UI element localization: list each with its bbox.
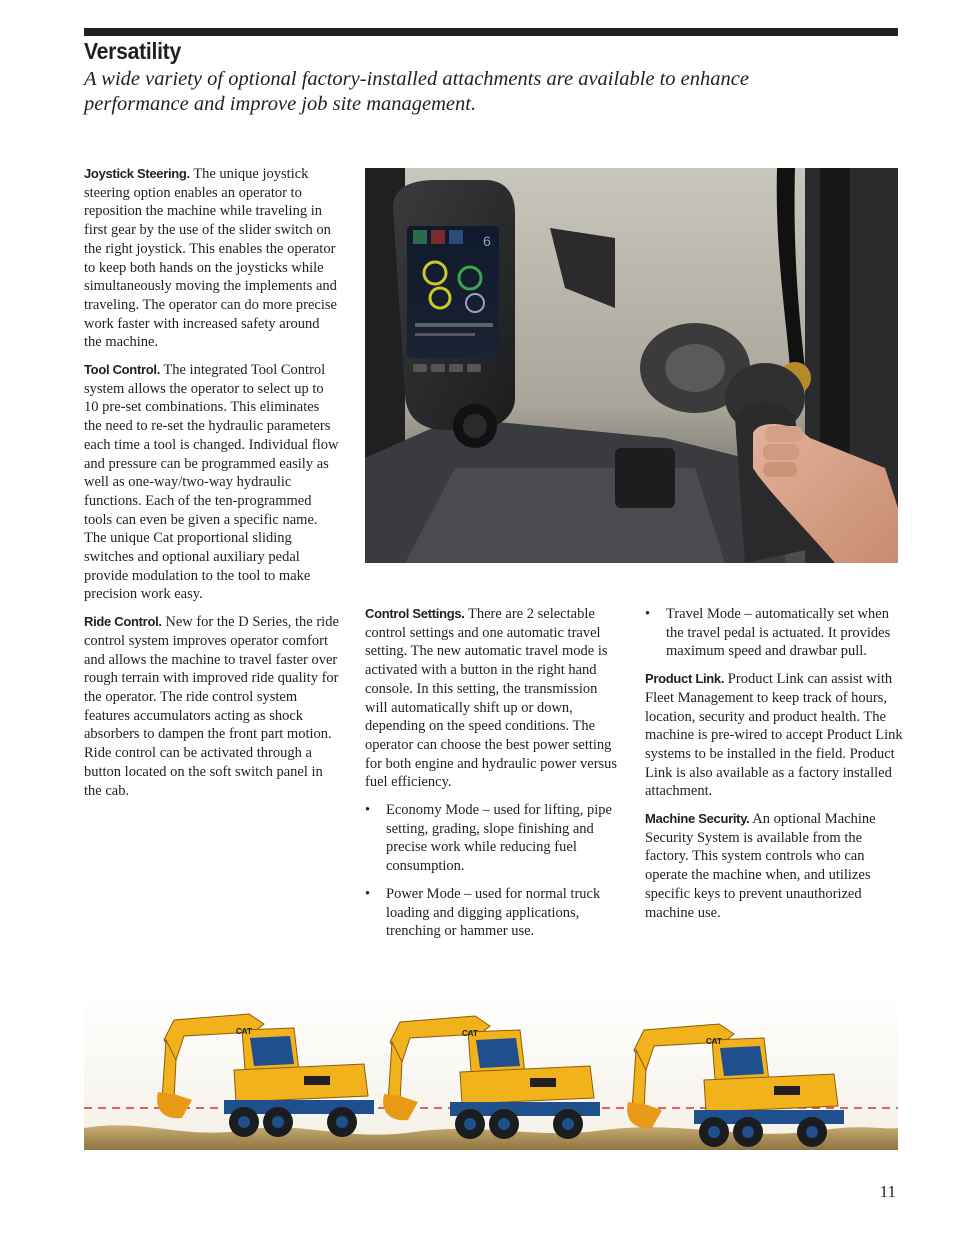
tool-control-heading: Tool Control.	[84, 362, 161, 378]
column-middle	[365, 605, 623, 950]
control-settings-paragraph	[365, 605, 623, 792]
product-link-text: Product Link can assist with Fleet Management to keep track of hours, location, security and product health. The machine is pre-wired to accept Product Link systems to be installed in the field. Product Link is also available as a factory installed attachment.	[645, 671, 903, 800]
page-subtitle: A wide variety of optional factory-installed attachments are available to enhance performance and improve job site management.	[84, 68, 749, 115]
monitor-readout: 6	[483, 233, 491, 249]
cat-logo-3: CAT	[706, 1037, 722, 1046]
tool-control-paragraph	[84, 361, 340, 604]
page-title: Versatility	[84, 38, 181, 64]
ride-control-illustration	[84, 990, 898, 1150]
bullet-icon: •	[365, 885, 371, 902]
ride-control-heading: Ride Control.	[84, 614, 162, 630]
column-left	[84, 165, 340, 809]
bullet-icon: •	[365, 802, 371, 819]
bullet-icon: •	[645, 606, 651, 622]
ride-control-paragraph	[84, 613, 340, 800]
cat-logo-2: CAT	[462, 1029, 478, 1038]
ride-control-text: New for the D Series, the ride control system improves operator comfort and allows the machine to travel faster over rough terrain with improved ride quality for the operator. The ride control system features accumulators acting as shock absorbers to dampen the front part motion. Ride control can be activated through a button located on the soft switch panel in the cab.	[84, 614, 339, 799]
machine-security-paragraph	[645, 810, 903, 922]
machine-security-text: An optional Machine Security System is available from the factory. This system controls who can operate the machine when, and utilizes specific keys to prevent unauthorized machine use.	[645, 811, 876, 921]
control-settings-text: There are 2 selectable control settings and one automatic travel setting. The new automatic travel mode is activated with a button in the right hand console. In this setting, the transmission will automatically shift up or down, depending on the speed conditions. The operator can choose the best power setting for both engine and hydraulic power versus fuel efficiency.	[365, 606, 618, 791]
product-link-paragraph	[645, 670, 903, 801]
cat-logo-1: CAT	[236, 1027, 252, 1036]
machine-security-heading: Machine Security.	[645, 811, 750, 827]
joystick-steering-text: The unique joystick steering option enables an operator to reposition the machine while traveling in first gear by the use of the slider switch on the right joystick. This enables the operator to keep both hands on the joysticks while simultaneously moving the implements and traveling. The operator can do more precise work faster with increased safety around the machine.	[84, 166, 337, 351]
power-mode-text: Power Mode – used for normal truck loading and digging applications, trenching or hammer use.	[386, 885, 601, 940]
product-link-heading: Product Link.	[645, 671, 725, 687]
column-right	[645, 605, 903, 931]
list-item	[365, 801, 623, 876]
travel-mode-list	[645, 605, 903, 661]
list-item	[365, 885, 623, 941]
joystick-steering-heading: Joystick Steering.	[84, 166, 190, 181]
mode-list	[365, 801, 623, 941]
economy-mode-text: Economy Mode – used for lifting, pipe setting, grading, slope finishing and precise work while reducing fuel consumption.	[386, 802, 612, 875]
header-rule	[84, 28, 898, 36]
page-number: 11	[879, 1182, 896, 1201]
travel-mode-text: Travel Mode – automatically set when the travel pedal is actuated. It provides maximum speed and drawbar pull.	[666, 606, 891, 660]
tool-control-text: The integrated Tool Control system allows the operator to select up to 10 pre-set combinations. This eliminates the need to re-set the hydraulic parameters each time a tool is changed. Individual flow and pressure can be programmed easily as well as one-way/two-way hydraulic functions. Each of the ten-programmed tools can even be given a specific name. The unique Cat proportional sliding switches and optional auxiliary pedal provide modulation to the tool to make precision work easy.	[84, 362, 339, 603]
joystick-steering-paragraph	[84, 165, 340, 352]
list-item	[645, 605, 903, 661]
control-settings-heading: Control Settings.	[365, 606, 465, 621]
cab-console-photo	[365, 168, 898, 563]
